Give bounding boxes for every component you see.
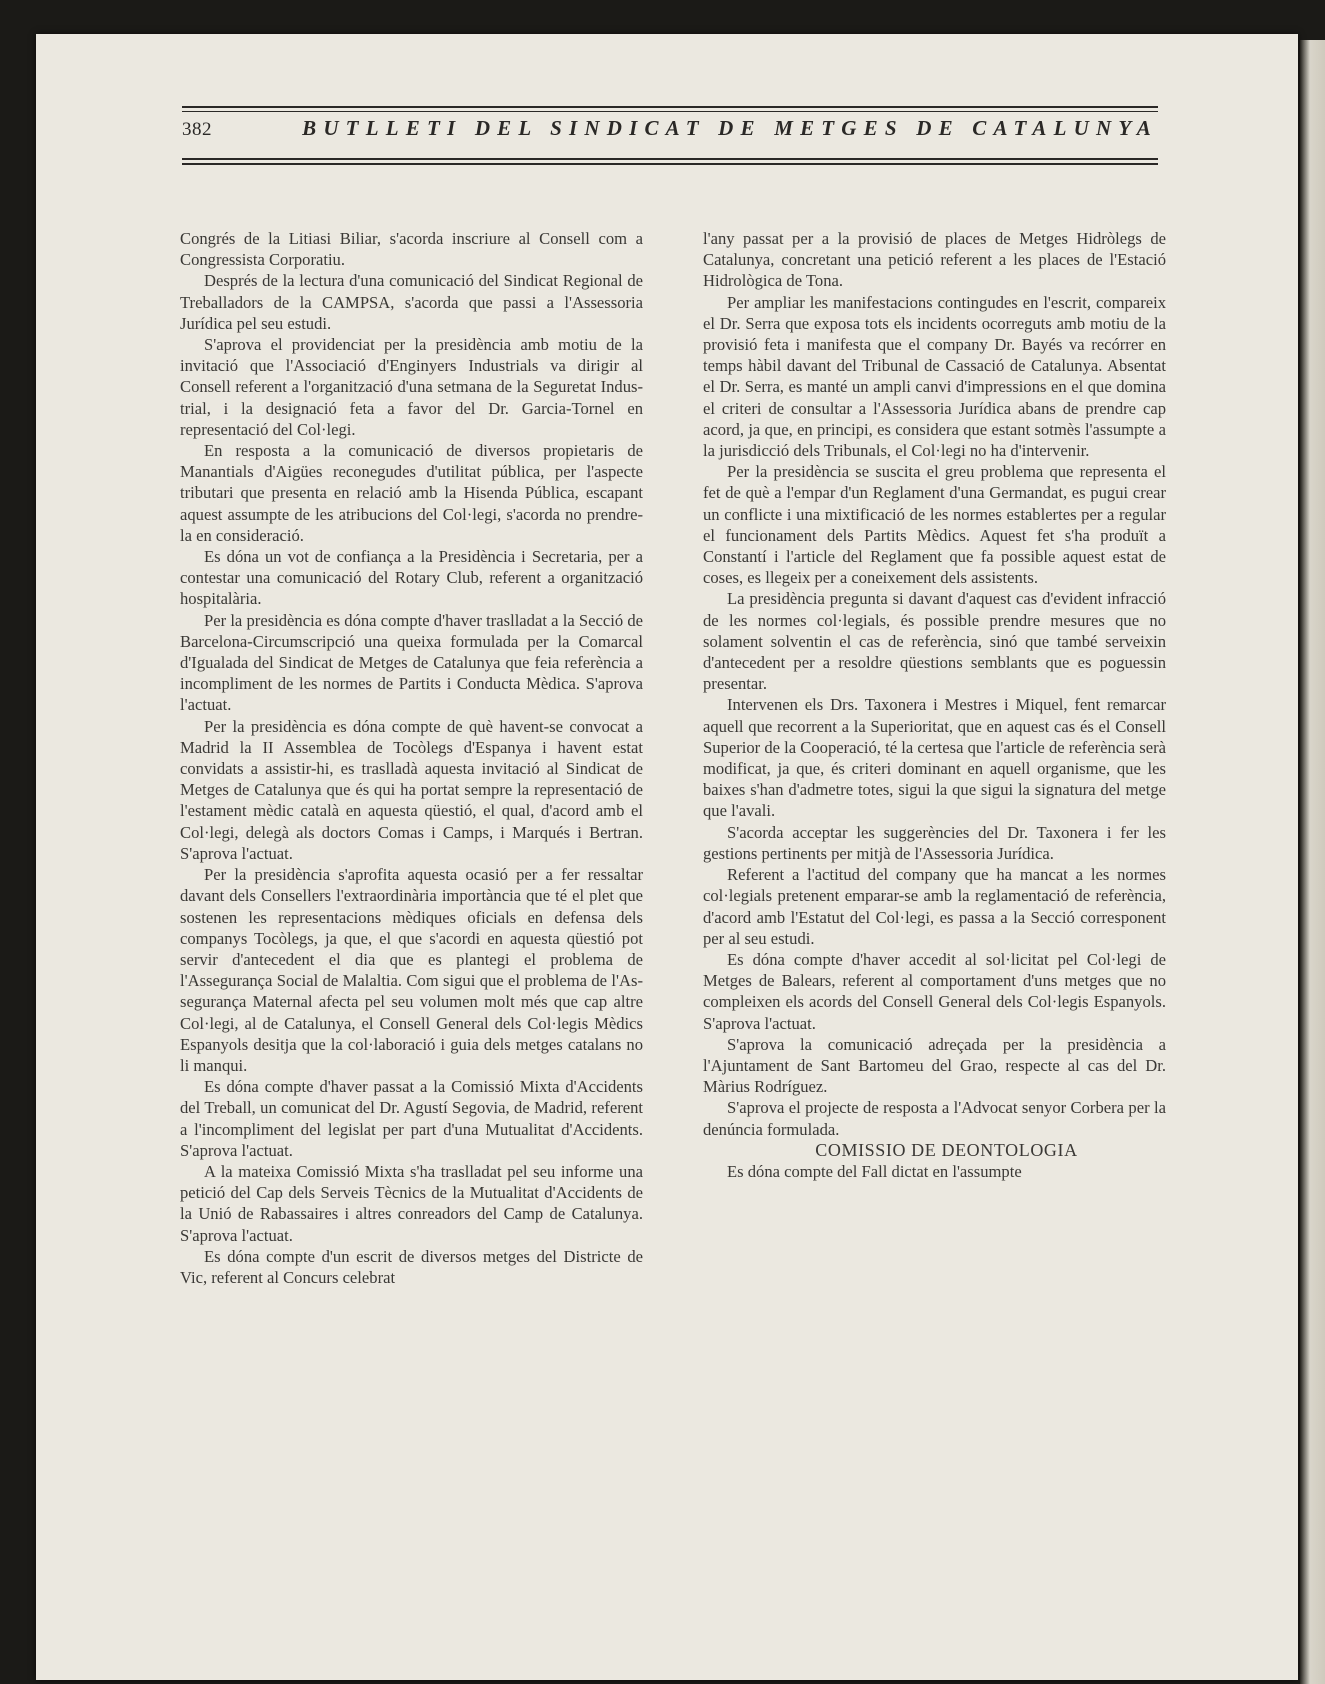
paragraph: Es dóna compte d'haver passat a la Comissió Mixta d'Accidents del Treball, un comunicat del Dr. Agustí Segovia, de Madrid, referent a l'incompliment del legislat per part d'una Mutualitat d'Accidents. S'aprova l'actuat. xyxy=(180,1077,643,1160)
section-heading: COMISSIO DE DEONTOLOGIA xyxy=(815,1139,1078,1160)
paragraph: La presidència pregunta si davant d'aquest cas d'evident infracció de les normes col·legials, és possible prendre mesures que no solament solventin el cas de referència, sinó que també serveixin d'antecedent per a resoldre qüestions semblants que es poguessin presentar. xyxy=(703,589,1166,694)
paragraph: S'aprova la comunicació adreçada per la presidència a l'Ajuntament de Sant Bartomeu del Grao, respecte al cas del Dr. Màrius Rodríguez. xyxy=(703,1034,1166,1097)
paragraph: Per la presidència es dóna compte de què havent-se convocat a Madrid la II Assemblea de Tocòlegs d'Espanya i havent estat convidats a assistir-hi, es traslladà aquesta invitació al Sindicat de Metges de Catalunya que és qui ha portat sempre la representació de l'estament mèdic català en aquesta qüestió, el qual, d'acord amb el Col·legi, delegà als doctors Comas i Camps, i Marqués i Bertran. S'aprova l'actuat. xyxy=(180,716,643,863)
page-number: 382 xyxy=(182,119,212,140)
paragraph: Per ampliar les manifestacions contingudes en l'escrit, compareix el Dr. Serra que exposa tots els incidents ocorreguts amb motiu de la provisió feta i manifesta que el company Dr. Bayés va recórrer en temps hàbil davant del Tribunal de Cassació de Catalunya. Absentat el Dr. Serra, es manté un ampli canvi d'impressions en el que domina el criteri de consultar a l'Assessoria Jurídica abans de prendre cap acord, ja que, en principi, es considera que estant sotmès l'assumpte a la jurisdicció dels Tribunals, el Col·legi no ha d'intervenir. xyxy=(703,292,1166,461)
paragraph: Es dóna un vot de confiança a la Presidència i Secretaria, per a contestar una comunicació del Rotary Club, referent a organització hospitalària. xyxy=(180,547,643,609)
header-row xyxy=(182,116,1158,156)
page-header xyxy=(182,106,1158,165)
paragraph: Es dóna compte del Fall dictat en l'assumpte xyxy=(727,1161,1022,1181)
paragraph: Congrés de la Litiasi Biliar, s'acorda inscriure al Consell com a Congressista Corporatiu. xyxy=(180,229,643,270)
scan-edge-right xyxy=(1300,40,1325,1684)
body-columns xyxy=(180,228,1166,1518)
header-top-rule-thin xyxy=(182,111,1158,112)
journal-title: BUTLLETI DEL SINDICAT DE METGES DE CATALUNYA xyxy=(302,116,1158,140)
paragraph: S'aprova el projecte de resposta a l'Advocat senyor Corbera per la denúncia formulada. xyxy=(703,1098,1166,1139)
paragraph: S'aprova el providenciat per la presidència amb motiu de la invitació que l'Associació d'Enginyers Industrials va dirigir al Consell referent a l'organització d'una setmana de la Seguretat Industrial, i la designació feta a favor del Dr. Garcia-Tornel en representació del Col·legi. xyxy=(180,335,643,439)
paragraph: Referent a l'actitud del company que ha mancat a les normes col·legials pretenent emparar-se amb la reglamentació de referència, d'acord amb l'Estatut del Col·legi, es passa a la Secció corresponent per al seu estudi. xyxy=(703,865,1166,948)
paragraph: Intervenen els Drs. Taxonera i Mestres i Miquel, fent remarcar aquell que recorrent a la Superioritat, que en aquest cas és el Consell Superior de la Cooperació, té la certesa que l'article de referència serà modificat, ja que, és criteri dominant en aquell organisme, que les baixes s'han d'admetre totes, sigui la que sigui la signatura del metge que l'avali. xyxy=(703,695,1166,821)
paragraph: Després de la lectura d'una comunicació del Sindicat Regional de Treballadors de la CAMPSA, s'acorda que passi a l'Assessoria Jurídica pel seu estudi. xyxy=(180,271,643,333)
header-bottom-rule xyxy=(182,163,1158,165)
header-bottom-rule-thin xyxy=(182,158,1158,160)
paragraph: Per la presidència s'aprofita aquesta ocasió per a fer ressaltar davant dels Consellers l'extraordinària importància que té el plet que sostenen les representacions mèdiques oficials en defensa dels companys Tocòlegs, ja que, el que s'acordi en aquesta qüestió pot servir d'antecedent el dia que es plantegi el problema de l'Assegurança Social de Malaltia. Com sigui que el problema de l'Assegurança Maternal afecta pel seu volumen molt més que cap altre Col·legi, al de Catalunya, el Consell General dels Col·legis Mèdics Espanyols desitja que la col·laboració i guia dels metges catalans no li manqui. xyxy=(180,865,643,1075)
header-top-rule xyxy=(182,106,1158,108)
paragraph: S'acorda acceptar les suggerències del Dr. Taxonera i fer les gestions pertinents per mitjà de l'Assessoria Jurídica. xyxy=(703,822,1166,863)
paragraph: Es dóna compte d'un escrit de diversos metges del Districte de Vic, referent al Concurs celebrat xyxy=(180,1246,643,1287)
right-column xyxy=(703,228,1166,1182)
paragraph: En resposta a la comunicació de diversos propietaris de Manantials d'Aigües reconegudes d'utilitat pública, per l'aspecte tributari que presenta en relació amb la Hisenda Pública, escapant aquest assumpte de les atribucions del Col·legi, s'acorda no prendre-la en consideració. xyxy=(180,441,643,545)
paragraph: Per la presidència se suscita el greu problema que representa el fet de què a l'empar d'un Reglament d'una Germandat, es pugui crear un conflicte i una mixtificació de les normes establertes per a regular el funcionament dels Partits Mèdics. Aquest fet s'ha produït a Constantí i l'article del Reglament que fa possible aquest estat de coses, es llegeix per a coneixement dels assistents. xyxy=(703,462,1166,588)
paragraph: A la mateixa Comissió Mixta s'ha traslladat pel seu informe una petició del Cap dels Serveis Tècnics de la Mutualitat d'Accidents de la Unió de Rabassaires i altres conreadors del Camp de Catalunya. S'aprova l'actuat. xyxy=(180,1161,643,1245)
left-column xyxy=(180,228,643,1288)
paragraph: l'any passat per a la provisió de places de Metges Hidròlegs de Catalunya, concretant una petició referent a les places de l'Estació Hidrològica de Tona. xyxy=(703,229,1166,291)
paragraph: Es dóna compte d'haver accedit al sol·licitat pel Col·legi de Metges de Balears, referent al comportament d'uns metges que no compleixen els acords del Consell General dels Col·legis Espanyols. S'aprova l'actuat. xyxy=(703,949,1166,1033)
paragraph: Per la presidència es dóna compte d'haver traslladat a la Secció de Barcelona-Circumscripció una queixa formulada per la Comarcal d'Igualada del Sindicat de Metges de Catalunya que feia referència a incompliment de les normes de Partits i Conducta Mèdica. S'aprova l'actuat. xyxy=(180,610,643,715)
